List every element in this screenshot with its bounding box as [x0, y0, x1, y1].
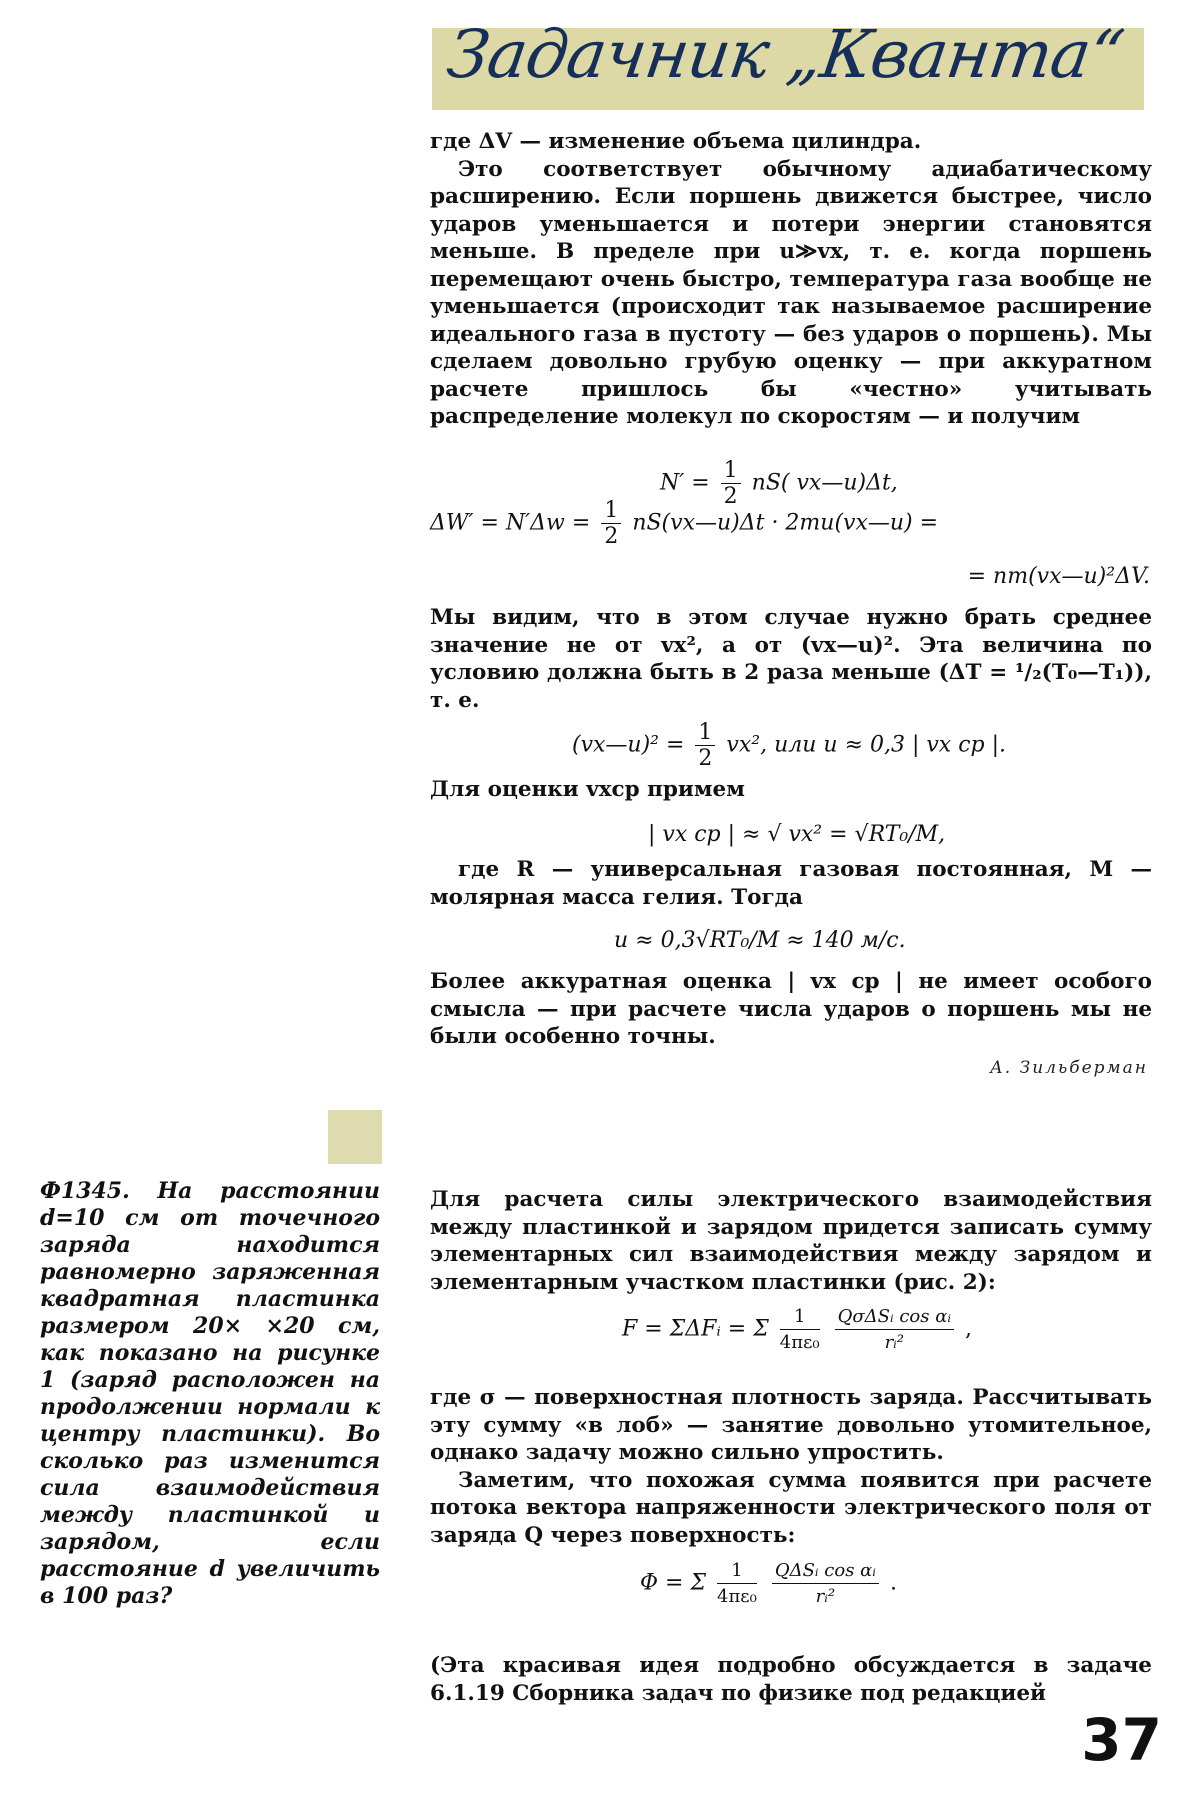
- equation-text: ,: [965, 1316, 972, 1342]
- equation-flux: [640, 1558, 897, 1609]
- numerator: 1: [721, 458, 741, 484]
- top-text-block: [430, 128, 1152, 431]
- equation-text: F = ΣΔFᵢ = Σ: [622, 1316, 769, 1342]
- middle-text-block: [430, 604, 1152, 714]
- gas-constant-text: [430, 856, 1152, 911]
- numerator: 1: [717, 1558, 757, 1584]
- paragraph: где ΔV — изменение объема цилиндра.: [430, 129, 922, 154]
- fraction: [717, 1558, 757, 1609]
- equation-mean: [572, 720, 1006, 771]
- author-signature: А. Зильберман: [989, 1058, 1148, 1078]
- closing-text-block: [430, 1652, 1152, 1707]
- section-title: Задачник „Кванта“: [442, 16, 1128, 93]
- equation-text: N′ =: [660, 470, 710, 496]
- sigma-text-block: [430, 1384, 1152, 1549]
- paragraph: Для оценки vxср примем: [430, 777, 745, 802]
- numerator: 1: [601, 498, 621, 524]
- solution-text-block: [430, 1186, 1152, 1296]
- equation-text: nS( vx—u)Δt,: [751, 470, 898, 496]
- equation-delta-w: [430, 498, 938, 549]
- conclusion-text: [430, 968, 1152, 1051]
- denominator: rᵢ²: [815, 1586, 836, 1607]
- paragraph: Заметим, что похожая сумма появится при расчете потока вектора напряженности электрического поля от заряда Q через поверхность:: [430, 1467, 1152, 1548]
- denominator: 2: [723, 484, 738, 509]
- numerator: 1: [780, 1304, 820, 1330]
- page-number: 37: [1081, 1706, 1162, 1774]
- paragraph: Мы видим, что в этом случае нужно брать среднее значение не от vx², а от (vx—u)². Эта величина по условию должна быть в 2 раза меньше (ΔT = ¹/₂(T₀—T₁)), т. е.: [430, 605, 1152, 713]
- fraction: [835, 1304, 954, 1355]
- equation-velocity: | vx ср | ≈ √ vx² = √RT₀/M,: [648, 822, 946, 847]
- equation-u: u ≈ 0,3√RT₀/M ≈ 140 м/с.: [614, 928, 906, 953]
- equation-result: = nm(vx—u)²ΔV.: [967, 564, 1150, 589]
- paragraph: Это соответствует обычному адиабатическому расширению. Если поршень движется быстрее, число ударов уменьшается и потери энергии становятся меньше. В пределе при u≫vx, т. е. когда поршень перемещают очень быстро, температура газа вообще не уменьшается (происходит так называемое расширение идеального газа в пустоту — без ударов о поршень). Мы сделаем довольно грубую оценку — при аккуратном расчете пришлось бы «честно» учитывать распределение молекул по скоростям — и получим: [430, 156, 1152, 429]
- equation-text: nS(vx—u)Δt · 2mu(vx—u) =: [632, 510, 939, 536]
- problem-statement: [40, 1178, 380, 1610]
- numerator: QΔSᵢ cos αᵢ: [772, 1558, 879, 1584]
- paragraph: Более аккуратная оценка | vx ср | не имеет особого смысла — при расчете числа ударов о поршень мы не были особенно точны.: [430, 969, 1152, 1049]
- numerator: 1: [695, 720, 715, 746]
- estimate-text: [430, 776, 1152, 804]
- fraction: [695, 720, 715, 771]
- paragraph: где R — универсальная газовая постоянная, M — молярная масса гелия. Тогда: [430, 857, 1152, 910]
- paragraph: где σ — поверхностная плотность заряда. Рассчитывать эту сумму «в лоб» — занятие довольно утомительное, однако задачу можно сильно упростить.: [430, 1385, 1152, 1465]
- fraction: [772, 1558, 879, 1609]
- equation-text: Φ = Σ: [640, 1570, 707, 1596]
- equation-text: vx², или u ≈ 0,3 | vx ср |.: [726, 732, 1007, 758]
- equation-text: (vx—u)² =: [572, 732, 685, 758]
- fraction: [780, 1304, 820, 1355]
- denominator: 4πε₀: [779, 1332, 820, 1353]
- equation-text: .: [889, 1570, 897, 1596]
- denominator: 2: [698, 746, 713, 771]
- fraction: [601, 498, 621, 549]
- problem-text: Ф1345. На расстоянии d=10 см от точечного заряда находится равномерно заряженная квадратная пластинка размером 20× ×20 см, как показано на рисунке 1 (заряд расположен на продолжении нормали к центру пластинки). Во сколько раз изменится сила взаимодействия между пластинкой и зарядом, если расстояние d увеличить в 100 раз?: [40, 1178, 380, 1609]
- denominator: 2: [604, 524, 619, 549]
- paragraph: (Эта красивая идея подробно обсуждается в задаче 6.1.19 Сборника задач по физике под редакцией: [430, 1653, 1152, 1706]
- equation-text: ΔW′ = N′Δw =: [430, 510, 591, 536]
- denominator: 4πε₀: [717, 1586, 757, 1607]
- decorative-square: [328, 1110, 382, 1164]
- denominator: rᵢ²: [884, 1332, 905, 1353]
- numerator: QσΔSᵢ cos αᵢ: [835, 1304, 954, 1330]
- equation-force: [622, 1304, 972, 1355]
- paragraph: Для расчета силы электрического взаимодействия между пластинкой и зарядом придется записать сумму элементарных сил взаимодействия между зарядом и элементарным участком пластинки (рис. 2):: [430, 1187, 1152, 1295]
